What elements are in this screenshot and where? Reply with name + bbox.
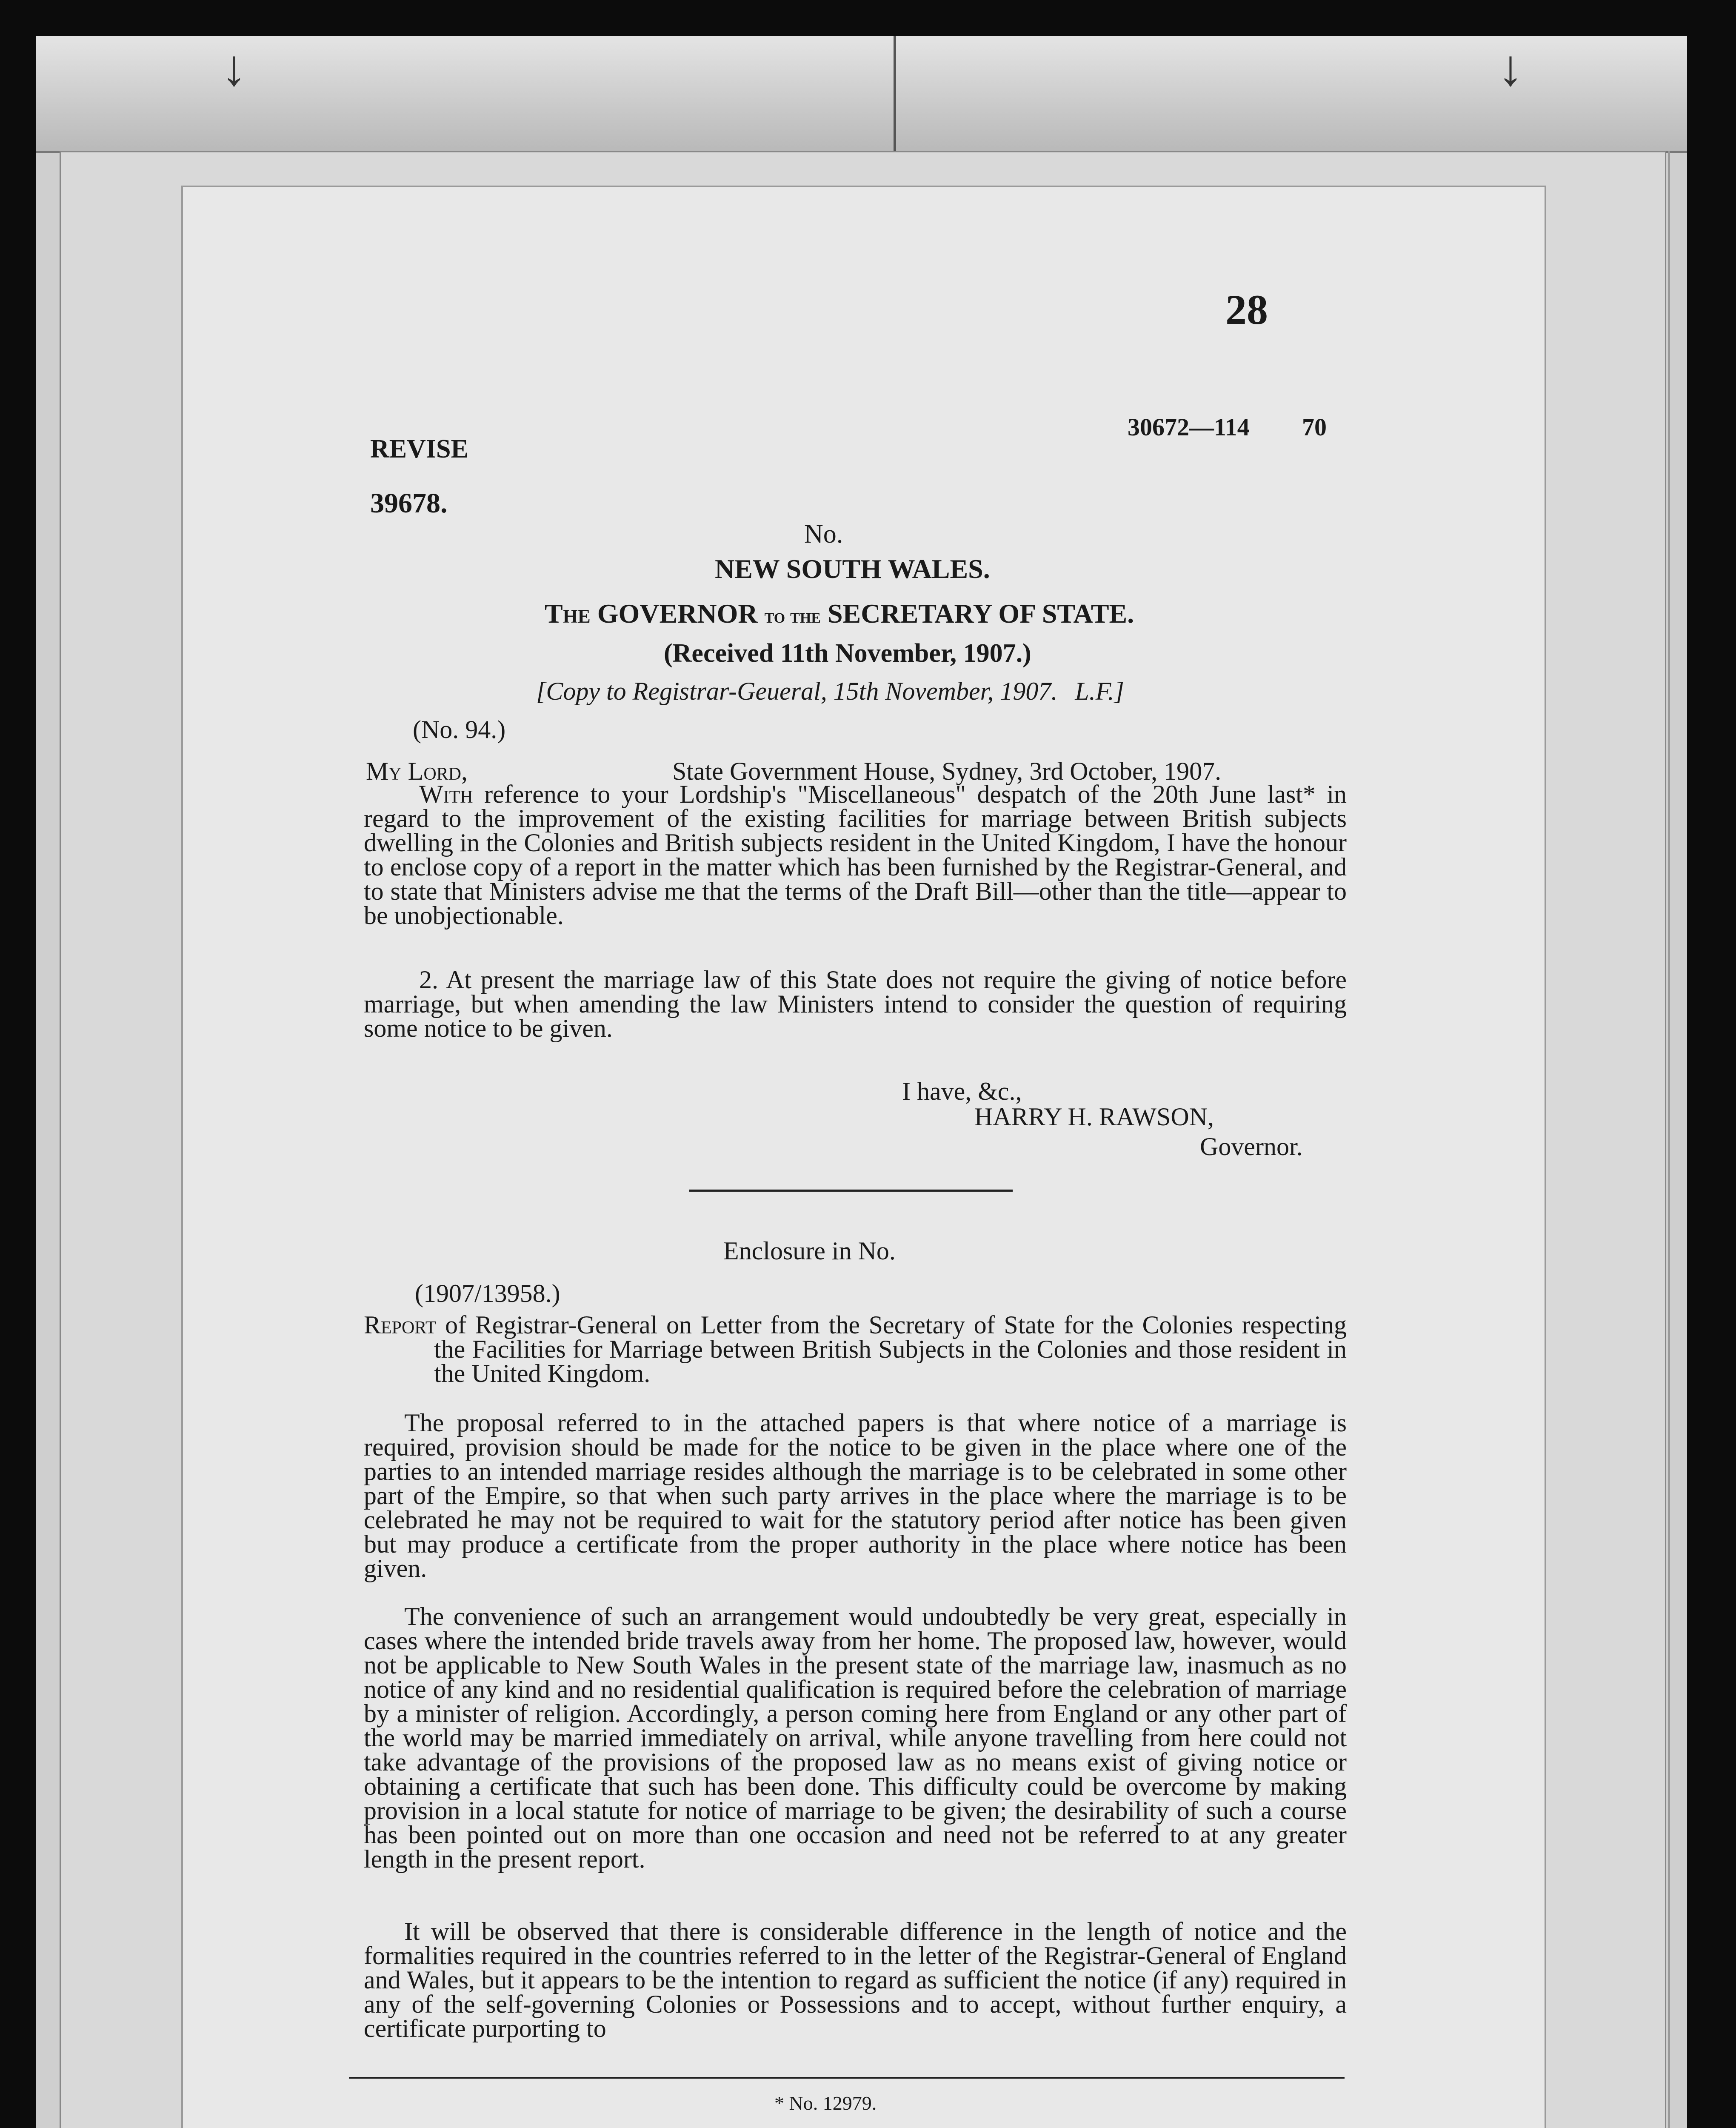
signatory: HARRY H. RAWSON, [974,1103,1214,1131]
report-title-text: of Registrar-General on Letter from the Secretary of State for the Colonies respecting the Facilities for Marriage between British Subjects in the Colonies and those resident in the United Kingdom. [434,1311,1347,1387]
number-label: No. [804,520,843,549]
salutation: My Lord, [366,757,468,785]
paragraph-text: reference to your Lordship's "Miscellaneous" despatch of the 20th June last* in regard to the improvement of the existing facilities for marriage between British subjects dwelling in the Colonies and British subjects resident in the United Kingdom, I have the honour to enclose copy of a report in the matter which has been furnished by the Registrar-General, and to state that Ministers advise me that the terms of the Draft Bill—other than the title—appear to be unobjectionable. [364,780,1347,930]
section-rule [689,1190,1013,1192]
file-number: (1907/13958.) [415,1279,560,1307]
top-strip [36,36,1687,151]
print-number: 39678. [370,488,448,519]
route-governor: The GOVERNOR [545,598,758,629]
document-reference-suffix: 70 [1302,413,1327,441]
closing: I have, &c., [902,1077,1022,1105]
footnote: * No. 12979. [774,2092,877,2114]
enclosure-heading: Enclosure in No. [723,1237,896,1265]
route-heading [545,598,1134,629]
document-reference: 30672—114 [1128,413,1250,441]
despatch-paragraph-1 [364,782,1347,928]
strip-divider [894,36,896,151]
paragraph-lead: With [419,780,473,808]
despatch-paragraph-2: 2. At present the marriage law of this State does not require the giving of notice before marriage, but when amending the law Ministers intend to consider the question of requiring some notice to be given. [364,966,1347,1042]
mount-edge [1668,151,1670,2128]
down-arrow-icon: ↓ [1498,40,1523,96]
down-arrow-icon: ↓ [221,40,247,96]
report-paragraph-2: The convenience of such an arrangement would undoubtedly be very great, especially in cases where the intended bride travels away from her home. The proposed law, however, would not be applicable to New South Wales in the present state of the marriage law, inasmuch as no notice of any kind and no residential qualification is required before the celebration of marriage by a minister of religion. Accordingly, a person coming here from England or any other part of the world may be married immediately on arrival, while anyone travelling from here could not take advantage of the provisions of the proposed law as no means exist of giving notice or obtaining a certificate that such has been done. This difficulty could be overcome by making provision in a local statute for notice of marriage to be given; the desirability of such a course has been pointed out on more than one occasion and need not be referred to at any greater length in the present report. [364,1602,1347,1873]
copy-note-text: [Copy to Registrar-Geueral, 15th November, 1907. [536,677,1058,705]
received-date: (Received 11th November, 1907.) [664,639,1031,668]
report-title [364,1313,1347,1386]
route-secretary: SECRETARY OF STATE. [827,598,1134,629]
despatch-number: (No. 94.) [413,715,506,744]
signatory-title: Governor. [1200,1133,1303,1161]
colony-heading: NEW SOUTH WALES. [715,554,990,584]
report-paragraph-3: It will be observed that there is considerable difference in the length of notice and the formalities required in the countries referred to in the letter of the Registrar-General of England and Wales, but it appears to be the intention to regard as sufficient the notice (if any) required in any of the self-governing Colonies or Possessions and to accept, without further enquiry, a certificate purporting to [364,1917,1347,2042]
route-to-the: to the [764,605,821,627]
copy-note [536,677,1124,706]
copy-initials: L.F.] [1075,677,1124,705]
revise-stamp: REVISE [370,435,468,463]
report-paragraph-1: The proposal referred to in the attached papers is that where notice of a marriage is required, provision should be made for the notice to be given in the place where one of the parties to an intended marriage resides although the marriage is to be celebrated in some other part of the Empire, so that when such party arrives in the place where the marriage is to be celebrated he may not be required to wait for the statutory period after notice has been given but may produce a certificate from the proper authority in the place where notice has been given. [364,1409,1347,1582]
page-number: 28 [1225,286,1268,333]
place-and-date: State Government House, Sydney, 3rd October, 1907. [672,757,1222,785]
footnote-rule [349,2077,1345,2079]
report-lead: Report [364,1311,437,1339]
